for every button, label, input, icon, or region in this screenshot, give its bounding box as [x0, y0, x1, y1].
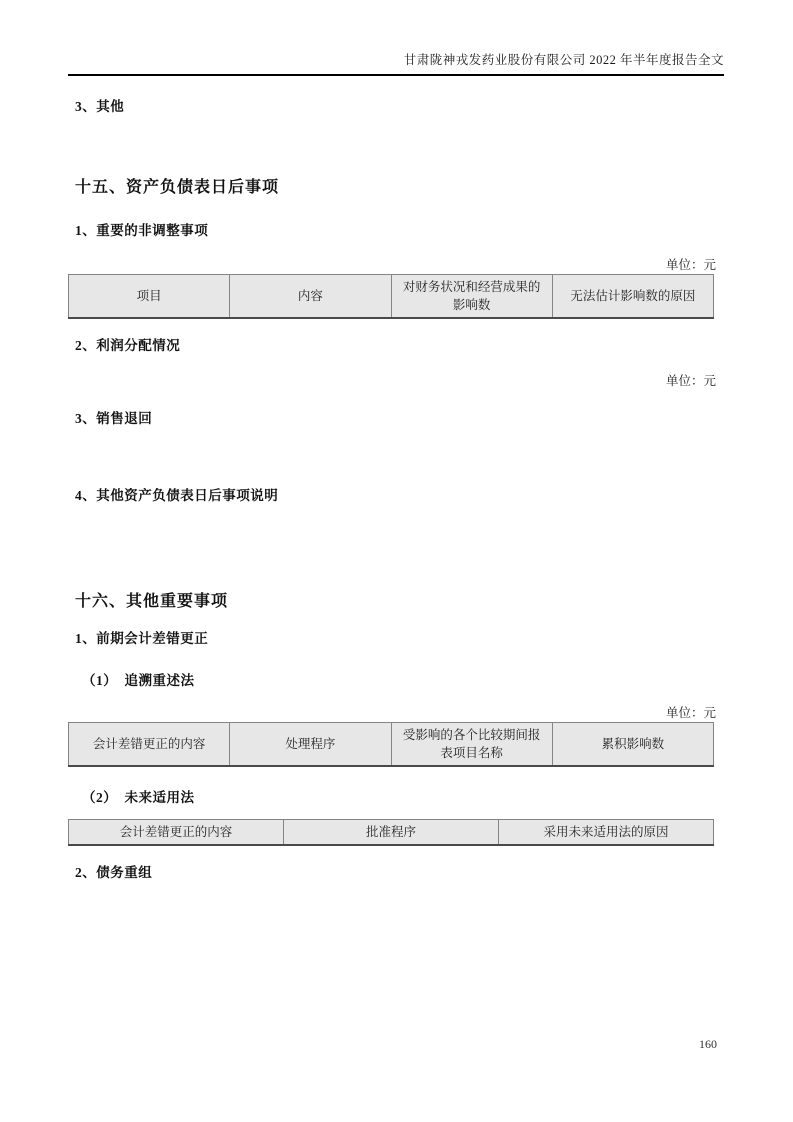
- heading-s15-item1: 1、重要的非调整事项: [75, 223, 209, 238]
- table-header-cell: 会计差错更正的内容: [69, 723, 230, 767]
- heading-s15-item4: 4、其他资产负债表日后事项说明: [75, 488, 279, 503]
- table-header-cell: 受影响的各个比较期间报表项目名称: [391, 723, 552, 767]
- table-header-cell: 批准程序: [284, 820, 499, 846]
- table-non-adjusting-events: [68, 274, 714, 319]
- unit-label-1: 单位：元: [665, 258, 716, 272]
- section-heading-16: 十六、其他重要事项: [75, 593, 229, 610]
- page-header: [68, 50, 724, 76]
- heading-other-3: 3、其他: [75, 99, 125, 114]
- table-prospective-application: [68, 819, 714, 846]
- table-retrospective-restatement: [68, 722, 714, 767]
- table-header-cell: 对财务状况和经营成果的影响数: [391, 275, 552, 319]
- page-number: 160: [699, 1037, 717, 1051]
- table-header-cell: 内容: [230, 275, 391, 319]
- unit-label-2: 单位：元: [665, 374, 716, 388]
- table-header-cell: 项目: [69, 275, 230, 319]
- report-header-title: 甘肃陇神戎发药业股份有限公司 2022 年半年度报告全文: [403, 53, 724, 67]
- table-header-row: [69, 723, 714, 767]
- subheading-retrospective: （1） 追溯重述法: [82, 673, 195, 688]
- heading-s16-item2: 2、债务重组: [75, 865, 153, 880]
- subheading-prospective: （2） 未来适用法: [82, 790, 195, 805]
- heading-s15-item2: 2、利润分配情况: [75, 338, 181, 353]
- table-header-cell: 累积影响数: [552, 723, 713, 767]
- table-header-row: [69, 820, 714, 846]
- unit-label-3: 单位：元: [665, 706, 716, 720]
- table-header-row: [69, 275, 714, 319]
- table-header-cell: 无法估计影响数的原因: [552, 275, 713, 319]
- table-header-cell: 采用未来适用法的原因: [499, 820, 714, 846]
- heading-s16-item1: 1、前期会计差错更正: [75, 631, 209, 646]
- heading-s15-item3: 3、销售退回: [75, 411, 153, 426]
- section-heading-15: 十五、资产负债表日后事项: [75, 179, 280, 196]
- table-header-cell: 处理程序: [230, 723, 391, 767]
- table-header-cell: 会计差错更正的内容: [69, 820, 284, 846]
